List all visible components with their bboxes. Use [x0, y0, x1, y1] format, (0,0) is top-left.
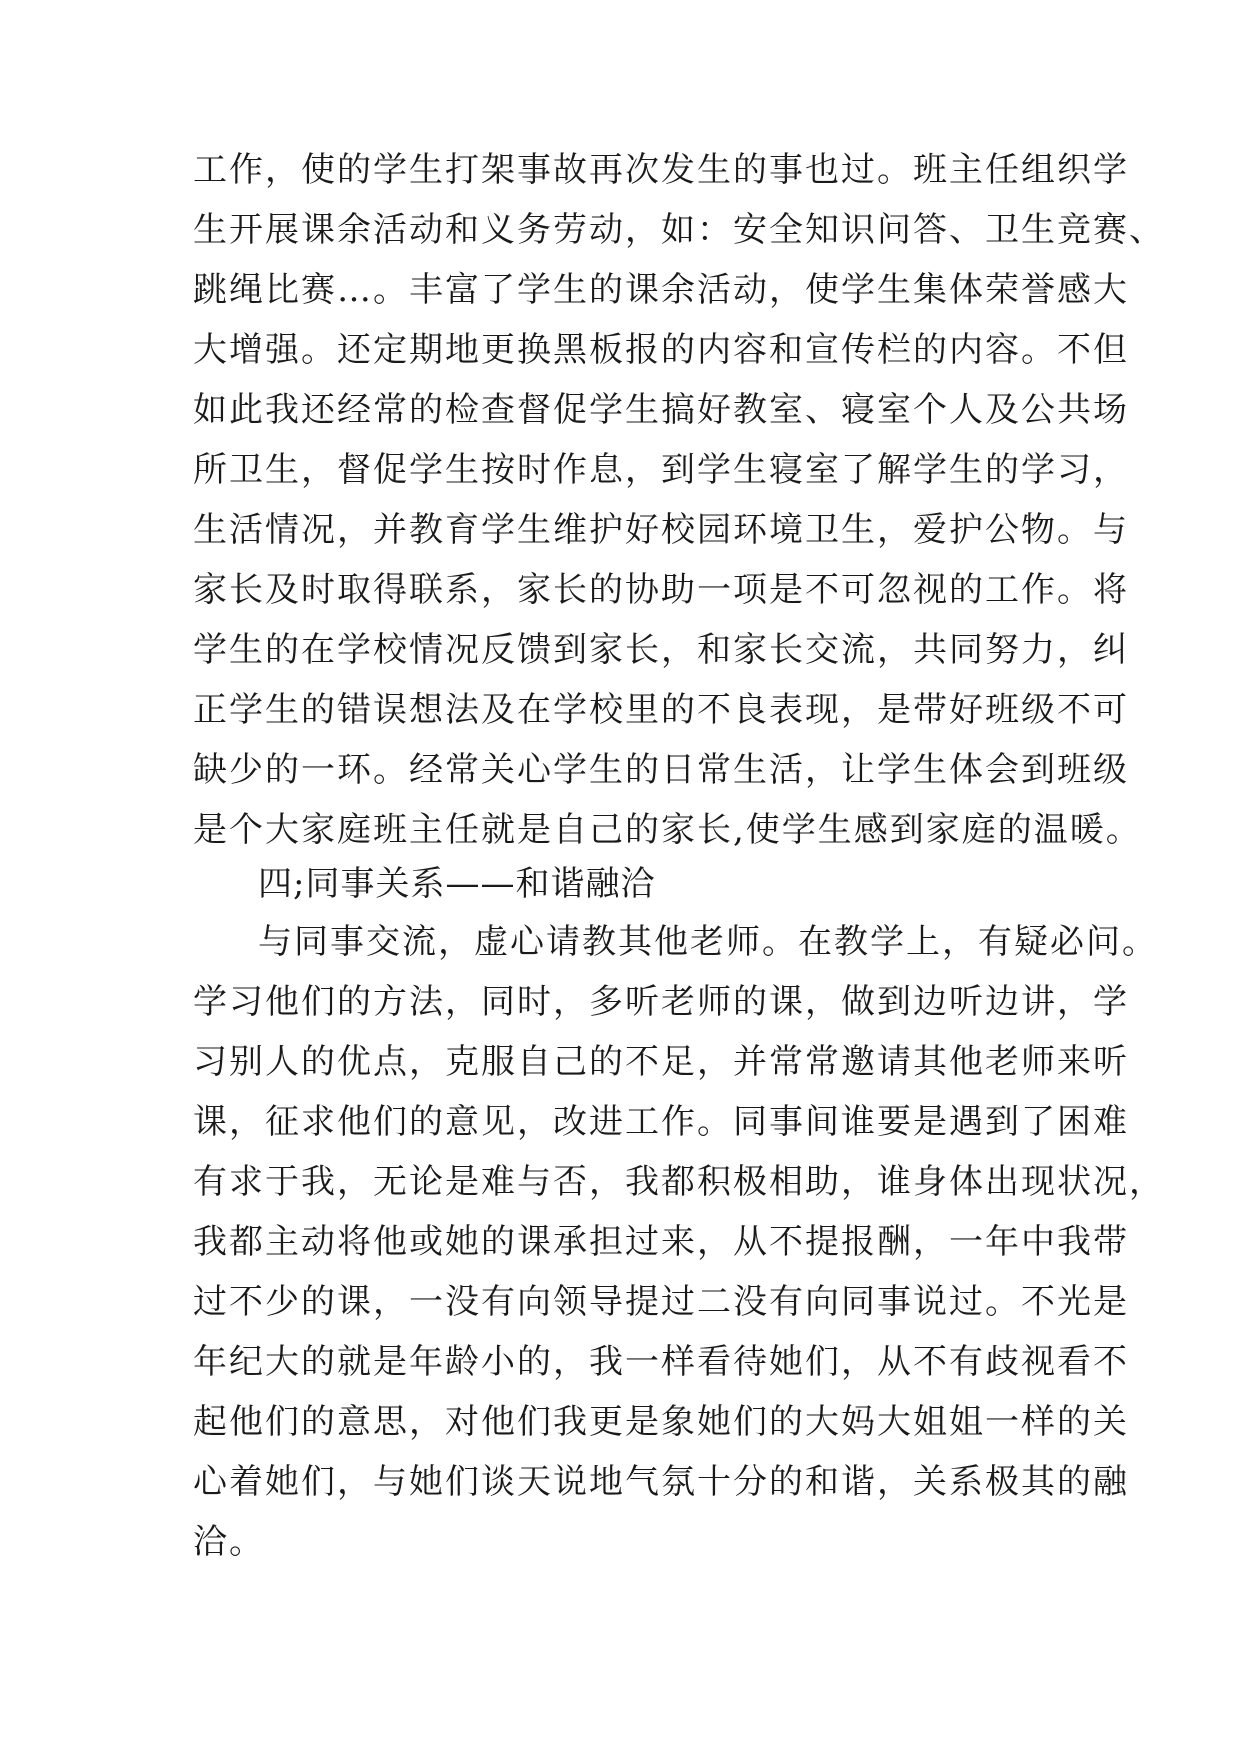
paragraph1-line: 大增强。还定期地更换黑板报的内容和宣传栏的内容。不但 — [193, 330, 1129, 370]
paragraph2-line: 心着她们，与她们谈天说地气氛十分的和谐，关系极其的融 — [193, 1462, 1129, 1502]
section-heading: 四;同事关系——和谐融洽 — [258, 864, 656, 904]
paragraph2-line: 我都主动将他或她的课承担过来，从不提报酬，一年中我带 — [193, 1222, 1129, 1262]
paragraph1-line: 是个大家庭班主任就是自己的家长,使学生感到家庭的温暖。 — [193, 810, 1142, 850]
paragraph2-line: 起他们的意思，对他们我更是象她们的大妈大姐姐一样的关 — [193, 1402, 1129, 1442]
paragraph2-line: 习别人的优点，克服自己的不足，并常常邀请其他老师来听 — [193, 1042, 1129, 1082]
paragraph1-line: 工作，使的学生打架事故再次发生的事也过。班主任组织学 — [193, 150, 1129, 190]
paragraph2-line: 洽。 — [193, 1522, 265, 1562]
paragraph2-line: 过不少的课，一没有向领导提过二没有向同事说过。不光是 — [193, 1282, 1129, 1322]
paragraph1-line: 所卫生，督促学生按时作息，到学生寝室了解学生的学习， — [193, 450, 1129, 490]
paragraph1-line: 缺少的一环。经常关心学生的日常生活，让学生体会到班级 — [193, 750, 1129, 790]
paragraph2-line: 有求于我，无论是难与否，我都积极相助，谁身体出现状况， — [193, 1162, 1165, 1202]
paragraph2-line: 学习他们的方法，同时，多听老师的课，做到边听边讲，学 — [193, 982, 1129, 1022]
paragraph2-line: 年纪大的就是年龄小的，我一样看待她们，从不有歧视看不 — [193, 1342, 1129, 1382]
paragraph2-line: 课，征求他们的意见，改进工作。同事间谁要是遇到了困难 — [193, 1102, 1129, 1142]
paragraph2-line: 与同事交流，虚心请教其他老师。在教学上，有疑必问。 — [258, 922, 1158, 962]
paragraph1-line: 如此我还经常的检查督促学生搞好教室、寝室个人及公共场 — [193, 390, 1129, 430]
paragraph1-line: 正学生的错误想法及在学校里的不良表现，是带好班级不可 — [193, 690, 1129, 730]
paragraph1-line: 家长及时取得联系，家长的协助一项是不可忽视的工作。将 — [193, 570, 1129, 610]
paragraph1-line: 生活情况，并教育学生维护好校园环境卫生，爱护公物。与 — [193, 510, 1129, 550]
paragraph1-line: 生开展课余活动和义务劳动，如：安全知识问答、卫生竞赛、 — [193, 210, 1165, 250]
paragraph1-line: 学生的在学校情况反馈到家长，和家长交流，共同努力，纠 — [193, 630, 1129, 670]
paragraph1-line: 跳绳比赛…。丰富了学生的课余活动，使学生集体荣誉感大 — [193, 270, 1129, 310]
